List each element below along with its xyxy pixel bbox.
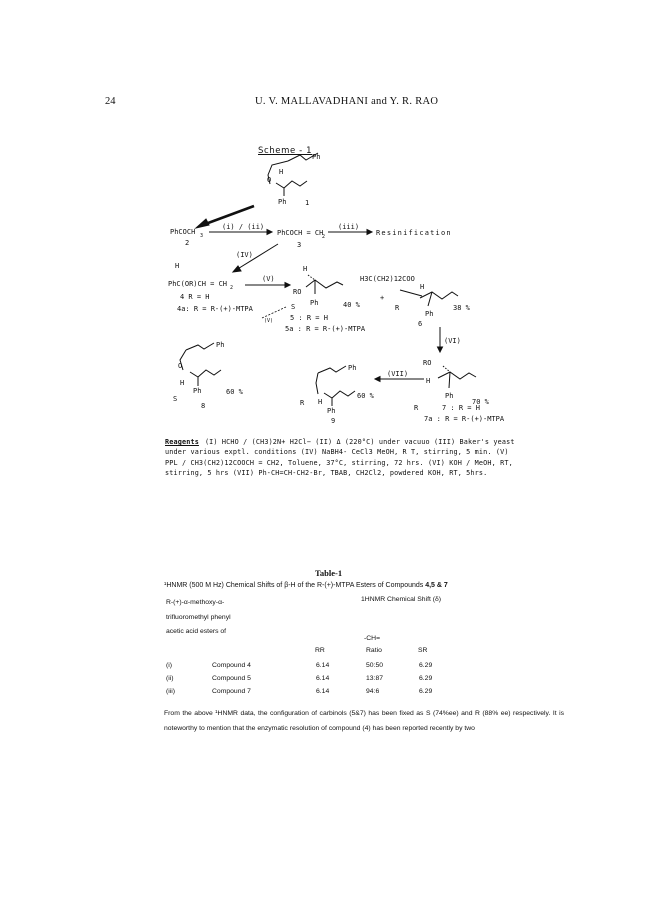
lbl-num1: 1 [305, 199, 310, 207]
lbl-sub3: 3 [200, 233, 204, 239]
row-label-line: R-(+)-α-methoxy-α- [166, 599, 225, 606]
arrow-4-to-5-head [285, 283, 290, 288]
table-row-label-header [166, 596, 231, 640]
lbl-ph-cmpd1: Ph [278, 198, 287, 206]
lbl-cmpd7-r: 7 : R = H [442, 404, 480, 412]
lbl-num9: 9 [331, 417, 336, 425]
cmpd9-bonds [318, 366, 346, 373]
lbl-reag-iii: (iii) [338, 223, 360, 231]
lbl-cmpd4-sub: 2 [230, 285, 234, 291]
lbl-ro-cmpd5: RO [293, 288, 302, 296]
scheme-title: Scheme - 1 [258, 146, 313, 156]
lbl-ph-cmpd9: Ph [327, 407, 336, 415]
lbl-yield5: 40 % [343, 301, 360, 309]
body-paragraph: From the above ¹HNMR data, the configuration of carbinols (5&7) has been fixed as S (74%ee) and R (88% ee) respectively. It is noteworthy to mention that the enzymatic resolution of compound (4) has been reported recently by two [164, 710, 564, 732]
row-compound: Compound 7 [212, 688, 251, 695]
lbl-num6: 6 [418, 320, 423, 328]
arrow-small-v [262, 307, 286, 318]
row-rr: 6.14 [316, 675, 330, 682]
lbl-s-cmpd5: S [291, 303, 296, 311]
lbl-ph-cmpd6: Ph [425, 310, 434, 318]
lbl-ph-cmpd8-top: Ph [216, 341, 225, 349]
reagents-block [165, 437, 525, 478]
lbl-o-cmpd8: O [178, 362, 183, 370]
lbl-resinification: Resinification [376, 229, 452, 237]
lbl-cmpd7a-r: 7a : R = R-(+)-MTPA [424, 415, 505, 423]
row-ratio: 94:6 [366, 688, 380, 695]
cmpd7-bonds [438, 372, 476, 379]
lbl-reag-vi: (VI) [444, 337, 461, 345]
row-compound: Compound 4 [212, 662, 251, 669]
lbl-phcoch3: PhCOCH [170, 228, 196, 236]
cmpd6-bonds [420, 292, 458, 299]
lbl-num3: 3 [297, 241, 302, 249]
arrow-7-to-9-head [375, 377, 380, 382]
lbl-cmpd4-formula: PhC(OR)CH = CH [168, 280, 228, 288]
lbl-reag-iv: (IV) [236, 251, 253, 259]
lbl-yield7: 70 % [472, 398, 489, 406]
reagents-heading: Reagents [165, 438, 199, 446]
column-header-sr: SR [418, 647, 428, 654]
lbl-h-cmpd6: H [420, 283, 425, 291]
page-number: 24 [105, 96, 116, 107]
row-index: (iii) [166, 688, 176, 695]
lbl-cmpd5a-r: 5a : R = R-(+)-MTPA [285, 325, 366, 333]
reagents-text: (I) HCHO / (CH3)2N+ H2Cl− (II) Δ (220°C) under vacuuo (III) Baker's yeast under various exptl. conditions (IV) NaBH4- CeCl3 MeOH, R T, stirring, 5 min. (V) PPL / CH3(CH2)12COOCH = CH2, Toluene, 37°C, stirring, 72 hrs. (VI) KOH / MeOH, RT, stirring, 5 hrs (VII) Ph-CH=CH-CH2-Br, TBAB, CH2Cl2, powdered KOH, RT, 5hrs. [165, 438, 515, 477]
lbl-phcochch2: PhCOCH = CH [277, 229, 324, 237]
lbl-ph-top: Ph [312, 153, 321, 161]
cmpd7-bonds-3 [443, 366, 450, 372]
row-rr: 6.14 [316, 688, 330, 695]
table-row [166, 662, 456, 672]
lbl-ester-chain: H3C(CH2)12COO [360, 275, 415, 283]
column-header-ratio: Ratio [366, 647, 382, 654]
lbl-yield8: 60 % [226, 388, 243, 396]
row-label-line: trifluoromethyl phenyl [166, 613, 231, 621]
arrow-6-to-7-head [438, 347, 443, 352]
lbl-h-left: H [175, 262, 180, 270]
lbl-cmpd4-r: 4 R = H [180, 293, 210, 301]
row-label-line: acetic acid esters of [166, 628, 227, 635]
lbl-ph-cmpd8: Ph [193, 387, 202, 395]
lbl-r-cmpd7: R [414, 404, 419, 412]
table-row [166, 675, 456, 685]
lbl-h-cmpd8: H [180, 379, 185, 387]
lbl-h-top: H [279, 168, 284, 176]
table-caption-compounds: 4,5 & 7 [425, 582, 448, 589]
cmpd9-bonds-2 [316, 373, 318, 394]
lbl-r-cmpd6: R [395, 304, 400, 312]
cmpd7-bonds-2 [449, 372, 450, 388]
cmpd8-bonds-3 [190, 370, 221, 377]
lbl-s-cmpd8: S [173, 395, 178, 403]
lbl-cmpd4a-r: 4a: R = R-(+)-MTPA [177, 305, 253, 313]
lbl-yield6: 38 % [453, 304, 470, 312]
row-compound: Compound 5 [212, 675, 251, 682]
column-header-rr: RR [315, 647, 325, 654]
lbl-cmpd5-r: 5 : R = H [290, 314, 328, 322]
arrow-1-to-2-head [196, 219, 209, 228]
lbl-sub2: 2 [322, 234, 326, 240]
cmpd9-bonds-3 [324, 391, 355, 398]
arrow-3-to-4-head [233, 266, 241, 272]
table-caption-prefix: ¹HNMR (500 M Hz) Chemical Shifts of β-H of the R-(+)-MTPA Esters of Compounds [164, 582, 426, 589]
row-ratio: 13:87 [366, 675, 384, 682]
row-index: (ii) [166, 675, 174, 682]
cmpd8-bonds [186, 343, 214, 350]
cmpd6-bonds-3 [400, 290, 422, 296]
lbl-h-cmpd9: H [318, 398, 323, 406]
arrow-2-to-3-head [267, 230, 272, 235]
lbl-reag-v: (V) [262, 275, 275, 283]
row-ratio: 50:50 [366, 662, 384, 669]
cmpd5-bonds-3 [308, 275, 315, 280]
lbl-reag-v-small: (V) [264, 318, 274, 324]
lbl-reag-vii: (VII) [387, 370, 409, 378]
lbl-h-cmpd7: H [426, 377, 431, 385]
cmpd1-bonds-3 [276, 181, 307, 188]
lbl-num8: 8 [201, 402, 206, 410]
table-caption [164, 582, 448, 589]
row-sr: 6.29 [419, 662, 433, 669]
table-row [166, 688, 456, 698]
arrow-3-to-resin-head [367, 230, 372, 235]
row-sr: 6.29 [419, 688, 433, 695]
running-header-authors: U. V. MALLAVADHANI and Y. R. RAO [255, 96, 439, 107]
row-index: (i) [166, 662, 173, 669]
lbl-ph-cmpd5: Ph [310, 299, 319, 307]
lbl-num2: 2 [185, 239, 190, 247]
lbl-reag-i-ii: (i) / (ii) [222, 223, 265, 231]
lbl-o-top: O [267, 176, 272, 184]
row-rr: 6.14 [316, 662, 330, 669]
shift-header: 1HNMR Chemical Shift (δ) [361, 596, 442, 603]
lbl-r-cmpd9: R [300, 399, 305, 407]
row-sr: 6.29 [419, 675, 433, 682]
lbl-h-cmpd5: H [303, 265, 308, 273]
cmpd5-bonds [306, 280, 343, 288]
lbl-ro-cmpd7: RO [423, 359, 432, 367]
table-title: Table-1 [315, 568, 343, 578]
lbl-ph-cmpd9-top: Ph [348, 364, 357, 372]
lbl-plus: + [380, 294, 385, 302]
ch-header: -CH= [364, 635, 381, 642]
lbl-yield9: 60 % [357, 392, 374, 400]
lbl-ph-cmpd7: Ph [445, 392, 454, 400]
